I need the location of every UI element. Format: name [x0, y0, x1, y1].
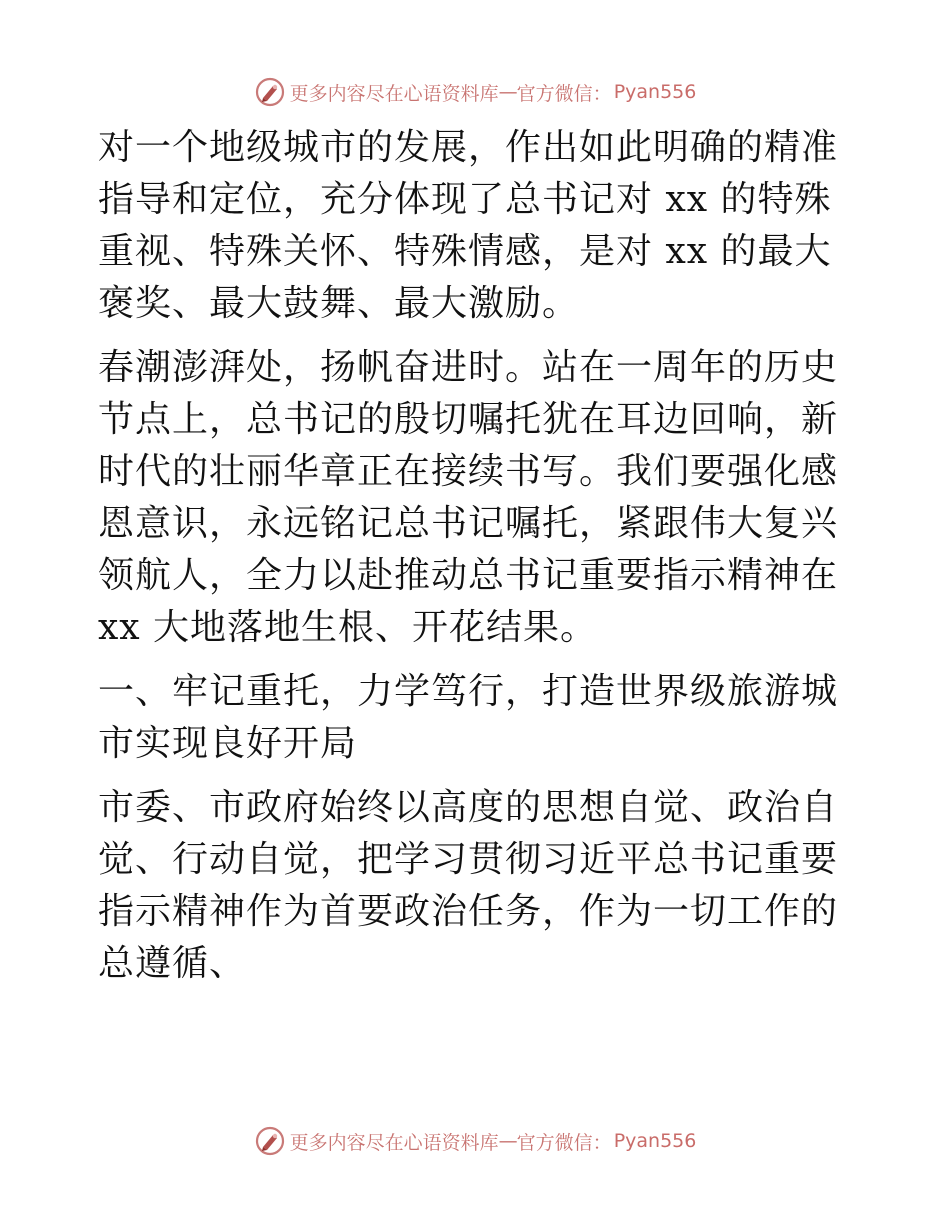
logo-icon — [254, 76, 286, 108]
watermark-site-text: 更多内容尽在心语资料库 — [289, 1131, 499, 1154]
section-heading: 一、牢记重托，力学笃行，打造世界级旅游城市实现良好开局 — [98, 671, 839, 764]
watermark-wechat-id: Pyan556 — [613, 1130, 697, 1152]
watermark-wechat-label: 官方微信： — [516, 82, 612, 105]
logo-icon — [254, 1125, 286, 1157]
footer-watermark — [0, 1121, 950, 1161]
watermark-wechat-id: Pyan556 — [613, 81, 697, 103]
watermark-wechat-label: 官方微信： — [516, 1131, 612, 1154]
watermark-site-text: 更多内容尽在心语资料库 — [289, 82, 499, 105]
document-body — [98, 122, 858, 1002]
watermark-separator: — — [498, 81, 517, 103]
header-watermark — [0, 72, 950, 112]
paragraph: 市委、市政府始终以高度的思想自觉、政治自觉、行动自觉，把学习贯彻习近平总书记重要指示精神作为首要政治任务，作为一切工作的总遵循、 — [98, 787, 839, 984]
paragraph: 春潮澎湃处，扬帆奋进时。站在一周年的历史节点上，总书记的殷切嘱托犹在耳边回响，新时代的壮丽华章正在接续书写。我们要强化感恩意识，永远铭记总书记嘱托，紧跟伟大复兴领航人，全力以赴推动总书记重要指示精神在 xx 大地落地生根、开花结果。 — [98, 347, 839, 648]
watermark-separator: — — [498, 1130, 517, 1152]
paragraph: 对一个地级城市的发展，作出如此明确的精准指导和定位，充分体现了总书记对 xx 的特殊重视、特殊关怀、特殊情感，是对 xx 的最大褒奖、最大鼓舞、最大激励。 — [98, 127, 839, 324]
